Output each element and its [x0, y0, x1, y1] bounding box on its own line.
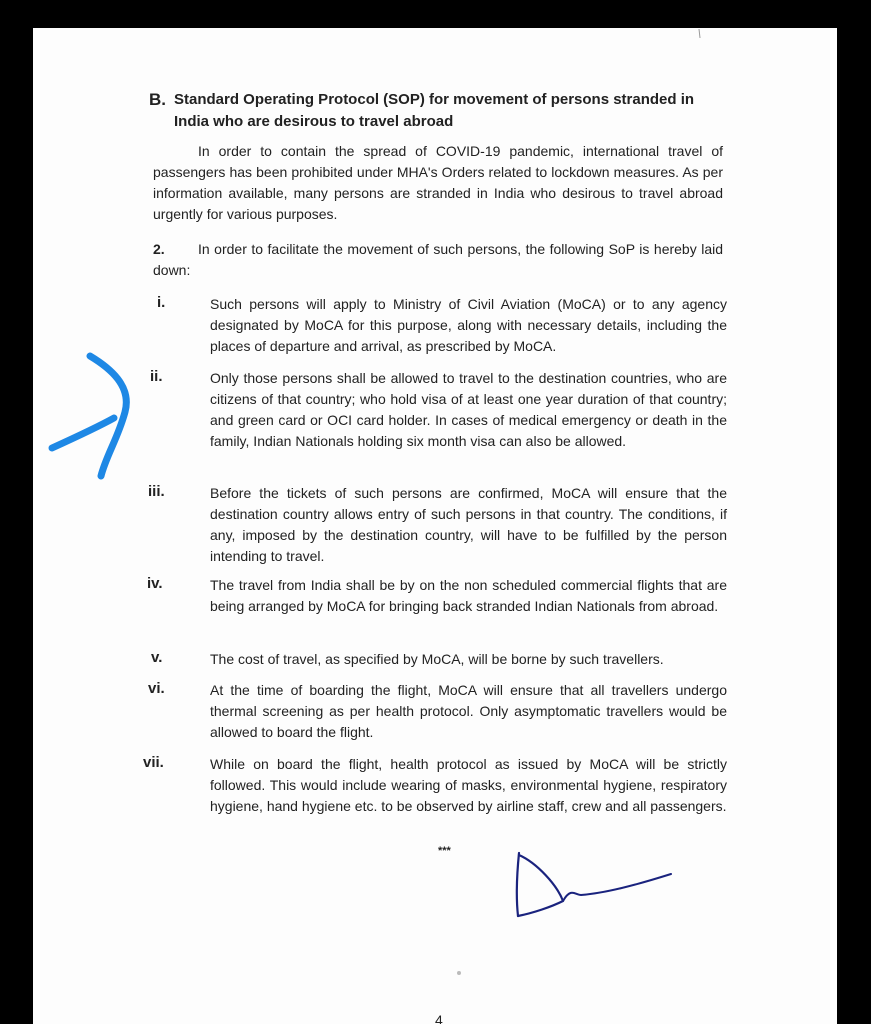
list-item-text: Only those persons shall be allowed to travel to the destination countries, who are citizens of that country; who hold visa of at least one year duration of that country; and green card or OCI card holder. In cases of medical emergency or death in the family, Indian Nationals holding six month visa can also be allowed. — [210, 370, 727, 449]
list-item-text: The cost of travel, as specified by MoCA, will be borne by such travellers. — [210, 651, 664, 667]
paragraph-2 — [153, 239, 723, 281]
section-letter: B. — [149, 90, 166, 109]
list-numeral: vi. — [148, 680, 165, 697]
list-item-text: At the time of boarding the flight, MoCA will ensure that all travellers undergo thermal screening as per health protocol. Only asymptomatic travellers would be allowed to board the flight. — [210, 682, 727, 740]
list-numeral: v. — [151, 649, 163, 666]
intro-paragraph: In order to contain the spread of COVID-19 pandemic, international travel of passengers has been prohibited under MHA's Orders related to lockdown measures. As per information available, many persons are stranded in India who desirous to travel abroad urgently for various purposes. — [153, 143, 723, 222]
document-page — [33, 28, 837, 1024]
section-title: Standard Operating Protocol (SOP) for movement of persons stranded in India who are desirous to travel abroad — [174, 91, 695, 130]
list-item-text: The travel from India shall be by on the non scheduled commercial flights that are being arranged by MoCA for bringing back stranded Indian Nationals from abroad. — [210, 577, 727, 614]
list-item-text: Before the tickets of such persons are confirmed, MoCA will ensure that the destination country allows entry of such persons in that country. The conditions, if any, imposed by the destination country, will have to be fulfilled by the person intending to travel. — [210, 485, 727, 564]
paragraph-2-text: In order to facilitate the movement of such persons, the following SoP is hereby laid down: — [153, 241, 723, 278]
corner-mark — [693, 28, 705, 40]
list-numeral: iii. — [148, 483, 165, 500]
list-numeral: ii. — [150, 368, 163, 385]
section-heading — [149, 89, 729, 133]
list-numeral: iv. — [147, 575, 163, 592]
signature — [511, 843, 681, 928]
end-mark: *** — [438, 845, 451, 857]
list-item-text: Such persons will apply to Ministry of Civil Aviation (MoCA) or to any agency designated by MoCA for this purpose, along with necessary details, including the places of departure and arrival, as prescribed by MoCA. — [210, 296, 727, 354]
paragraph-2-number: 2. — [153, 241, 165, 257]
list-item-text: While on board the flight, health protocol as issued by MoCA will be strictly followed. This would include wearing of masks, environmental hygiene, respiratory hygiene, hand hygiene etc. to be observed by airline staff, crew and all passengers. — [210, 756, 727, 814]
list-numeral: i. — [157, 294, 166, 311]
document-body — [33, 28, 837, 1024]
hand-drawn-arrow-annotation — [44, 350, 134, 485]
speck — [457, 971, 461, 975]
list-numeral: vii. — [143, 754, 164, 771]
page-number: 4 — [435, 1012, 443, 1024]
